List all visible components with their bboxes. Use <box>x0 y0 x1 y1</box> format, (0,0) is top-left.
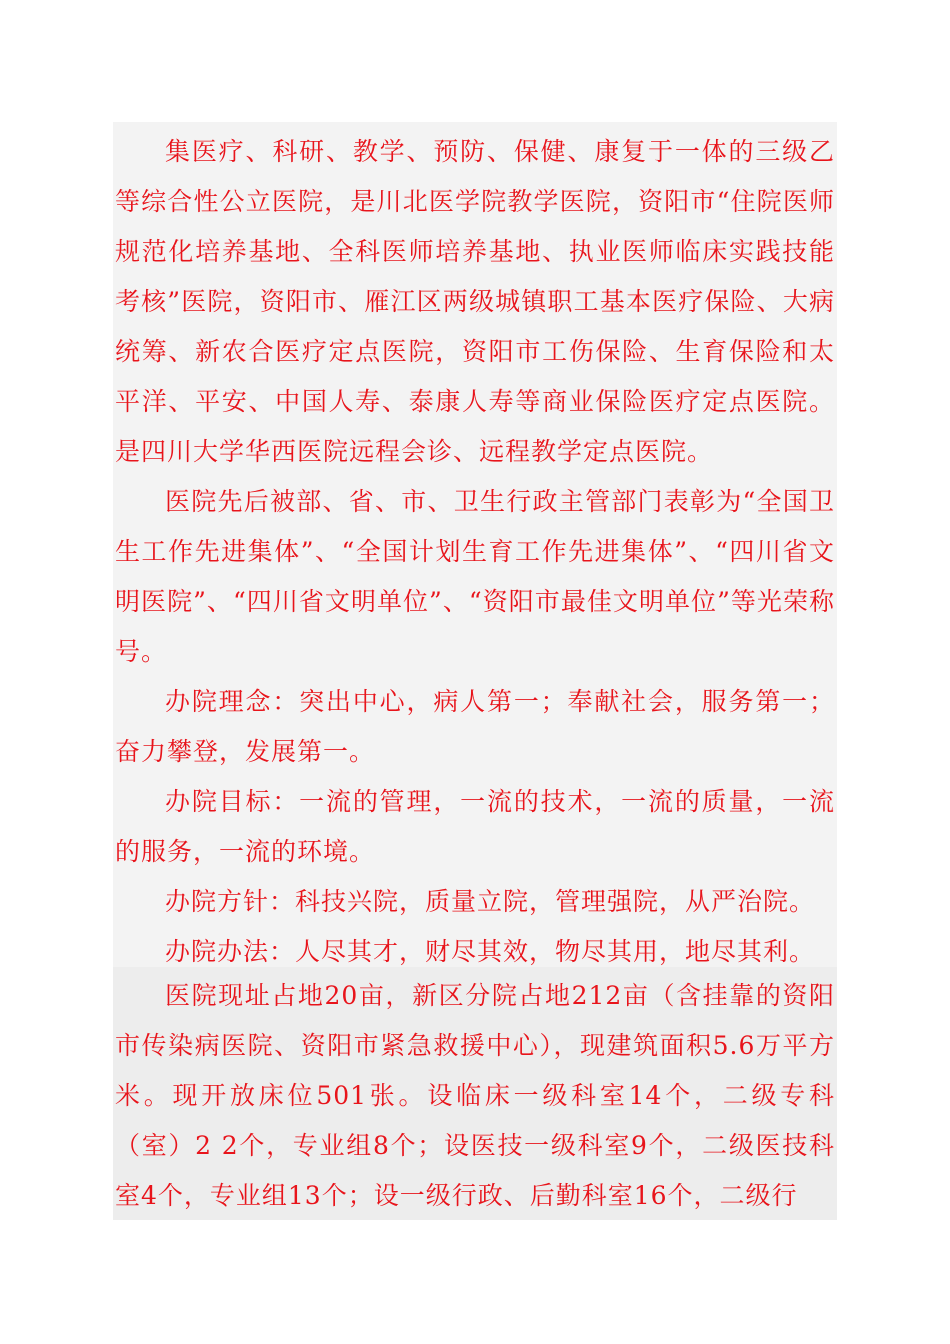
paragraph-philosophy: 办院理念：突出中心，病人第一；奉献社会，服务第一；奋力攀登，发展第一。 <box>115 687 835 766</box>
paragraph-honors: 医院先后被部、省、市、卫生行政主管部门表彰为“全国卫生工作先进集体”、“全国计划生育工作先进集体”、“四川省文明医院”、“四川省文明单位”、“资阳市最佳文明单位”等光荣称号。 <box>115 487 835 666</box>
paragraph-policy: 办院方针：科技兴院，质量立院，管理强院，从严治院。 <box>165 887 816 916</box>
paragraph-methods: 办院办法：人尽其才，财尽其效，物尽其用，地尽其利。 <box>165 937 816 966</box>
document-body-bottom <box>115 971 835 1221</box>
paragraph-facilities: 医院现址占地20亩，新区分院占地212亩（含挂靠的资阳市传染病医院、资阳市紧急救援中心），现建筑面积5.6万平方米。现开放床位501张。设临床一级科室14个，二级专科（室）2 2个，专业组8个；设医技一级科室9个，二级医技科室4个，专业组13个；设一级行政、后勤科室16个，二级行 <box>115 981 835 1210</box>
document-body-top <box>115 127 835 977</box>
paragraph-goals: 办院目标：一流的管理，一流的技术，一流的质量，一流的服务，一流的环境。 <box>115 787 835 866</box>
paragraph-hospital-overview: 集医疗、科研、教学、预防、保健、康复于一体的三级乙等综合性公立医院，是川北医学院教学医院，资阳市“住院医师规范化培养基地、全科医师培养基地、执业医师临床实践技能考核”医院，资阳市、雁江区两级城镇职工基本医疗保险、大病统筹、新农合医疗定点医院，资阳市工伤保险、生育保险和太平洋、平安、中国人寿、泰康人寿等商业保险医疗定点医院。是四川大学华西医院远程会诊、远程教学定点医院。 <box>115 137 835 466</box>
